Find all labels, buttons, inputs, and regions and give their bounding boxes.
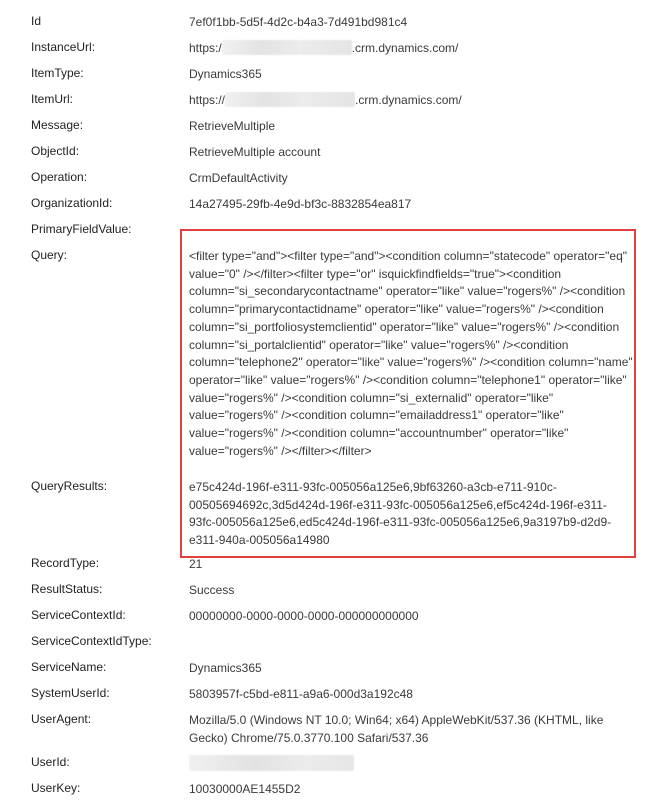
property-key: Id <box>31 14 42 28</box>
property-key: ServiceContextId: <box>31 608 126 622</box>
property-value: Success <box>189 583 235 597</box>
redacted-block <box>222 40 352 55</box>
redacted-block <box>189 755 354 771</box>
url-prefix: https:/ <box>189 41 222 55</box>
property-key: ObjectId: <box>31 144 80 158</box>
property-value: 5803957f-c5bd-e811-a9a6-000d3a192c48 <box>189 687 413 701</box>
property-key: ResultStatus: <box>31 582 103 596</box>
property-value: Dynamics365 <box>189 661 262 675</box>
property-key: OrganizationId: <box>31 196 113 210</box>
property-value: RetrieveMultiple account <box>189 145 321 159</box>
property-value: 00000000-0000-0000-0000-000000000000 <box>189 609 419 623</box>
property-value: 7ef0f1bb-5d5f-4d2c-b4a3-7d491bd981c4 <box>189 15 408 29</box>
property-value: 14a27495-29fb-4e9d-bf3c-8832854ea817 <box>189 197 412 211</box>
property-key: ServiceName: <box>31 660 107 674</box>
url-suffix: .crm.dynamics.com/ <box>351 41 459 55</box>
property-key: ItemUrl: <box>31 92 73 106</box>
property-key: RecordType: <box>31 556 100 570</box>
property-key: InstanceUrl: <box>31 40 96 54</box>
property-value: CrmDefaultActivity <box>189 171 288 185</box>
query-value: <filter type="and"><filter type="and"><condition column="statecode" operator="eq" value="0" /></filter><filter type="or" isquickfindfields="true"><condition column="si_secondarycontactname" operator="like" value="rogers%" /><condition column="primarycontactidname" operator="like" value="rogers%" /><condition column="si_portfoliosystemclientid" operator="like" value="rogers%" /><condition column="si_portalclientid" operator="like" value="rogers%" /><condition column="telephone2" operator="like" value="rogers%" /><condition column="name" operator="like" value="rogers%" /><condition column="telephone1" operator="like" value="rogers%" /><condition column="si_externalid" operator="like" value="rogers%" /><condition column="emailaddress1" operator="like" value="rogers%" /><condition column="accountnumber" operator="like" value="rogers%" /></filter></filter> <box>189 249 633 458</box>
property-value <box>189 92 639 110</box>
redacted-block <box>225 92 355 107</box>
property-key: QueryResults: <box>31 479 108 493</box>
property-value: 10030000AE1455D2 <box>189 782 301 796</box>
url-suffix: .crm.dynamics.com/ <box>355 93 462 107</box>
property-key: Operation: <box>31 170 88 184</box>
property-key: ServiceContextIdType: <box>31 634 152 648</box>
property-key: ItemType: <box>31 66 84 80</box>
property-value: RetrieveMultiple <box>189 119 276 133</box>
property-key: UserKey: <box>31 781 81 795</box>
url-prefix: https:// <box>189 93 226 107</box>
property-value: Mozilla/5.0 (Windows NT 10.0; Win64; x64) AppleWebKit/537.36 (KHTML, like Gecko) Chrome/75.0.3770.100 Safari/537.36 <box>189 713 604 745</box>
property-key: Message: <box>31 118 84 132</box>
property-key: UserAgent: <box>31 712 92 726</box>
property-value: 21 <box>189 557 203 571</box>
property-value: Dynamics365 <box>189 67 262 81</box>
property-key: UserId: <box>31 755 70 769</box>
property-key: PrimaryFieldValue: <box>31 222 132 236</box>
property-value <box>189 755 639 774</box>
property-key: Query: <box>31 248 68 262</box>
query-results-value: e75c424d-196f-e311-93fc-005056a125e6,9bf63260-a3cb-e711-910c-00505694692c,3d5d424d-196f-e311-93fc-005056a125e6,ef5c424d-196f-e311-93fc-005056a125e6,ed5c424d-196f-e311-93fc-005056a125e6,9a3197b9-d2d9-e311-940a-005056a14980 <box>189 480 612 548</box>
property-value <box>189 40 639 58</box>
property-key: SystemUserId: <box>31 686 110 700</box>
